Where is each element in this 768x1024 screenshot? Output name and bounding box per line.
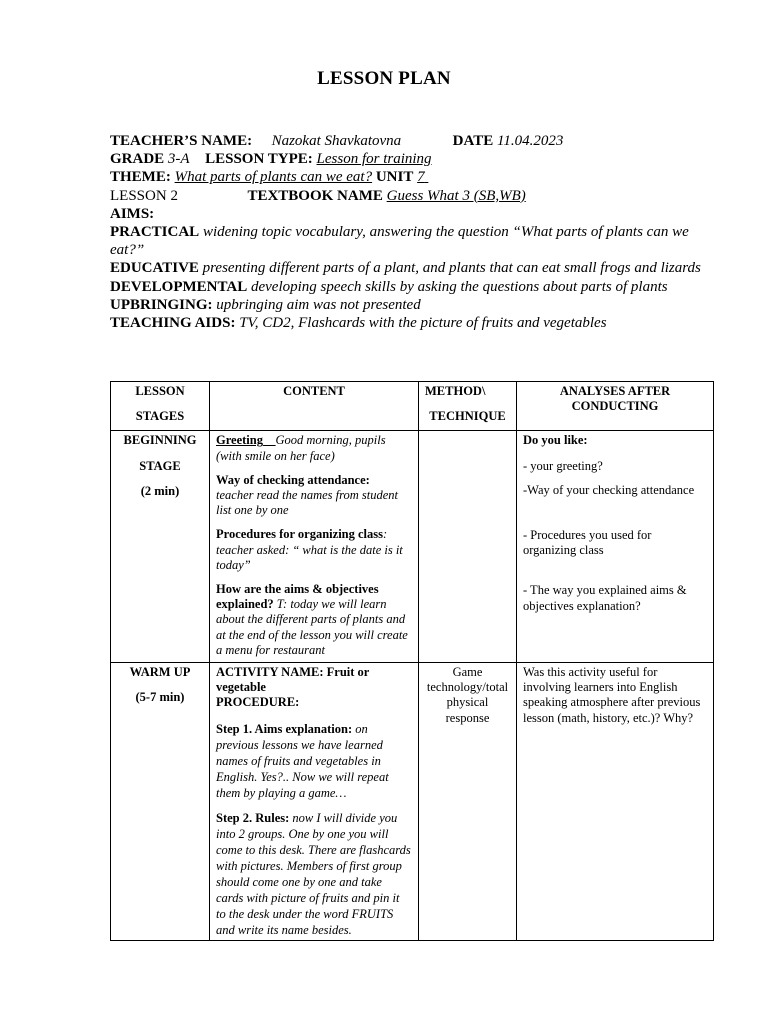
header-stages-line1: LESSON <box>135 384 185 398</box>
header-analyses <box>517 382 714 431</box>
analysis-cell-warmup <box>517 663 714 941</box>
activity-label: ACTIVITY NAME: <box>216 665 324 680</box>
upbringing-label: UPBRINGING: <box>110 296 213 313</box>
step2-label: Step 2. Rules: <box>216 810 290 825</box>
teaching-aids-label: TEACHING AIDS: <box>110 315 236 332</box>
lesson-value: 2 <box>170 187 178 204</box>
analysis-item: - The way you explained aims & objectives explanation? <box>523 583 687 613</box>
practical-label: PRACTICAL <box>110 224 200 241</box>
lesson-header <box>110 132 720 332</box>
header-analyses-label: ANALYSES AFTER CONDUCTING <box>559 384 671 414</box>
attendance-block <box>216 473 412 519</box>
grade-value: 3-A <box>167 151 190 168</box>
analysis-item: -Way of your checking attendance <box>523 482 695 497</box>
grade-label: GRADE <box>110 151 165 168</box>
teacher-row <box>110 132 720 150</box>
step2-block <box>216 810 412 938</box>
analysis-text: Was this activity useful for involving learners into English speaking atmosphere after previous lesson (math, history, etc.)? Why? <box>523 665 701 725</box>
table-row <box>111 663 714 941</box>
aims-label: AIMS: <box>110 205 155 222</box>
aims-row <box>110 205 720 223</box>
activity-block <box>216 665 412 711</box>
aims-question-label: How are the aims & objectives explained? <box>216 582 379 612</box>
greeting-block <box>216 433 412 463</box>
table-row <box>111 431 714 663</box>
theme-value: What parts of plants can we eat? <box>174 169 373 186</box>
greeting-label: Greeting__ <box>216 433 276 448</box>
step1-block <box>216 721 412 801</box>
analysis-cell-beginning <box>517 431 714 663</box>
analysis-title: Do you like: <box>523 433 588 448</box>
analysis-item: - your greeting? <box>523 458 603 473</box>
stage-duration: (2 min) <box>140 483 180 498</box>
document-title: LESSON PLAN <box>317 68 451 89</box>
lesson-plan-table <box>110 381 714 941</box>
stage-cell-beginning <box>111 431 210 663</box>
procedure-label: PROCEDURE: <box>216 695 300 710</box>
theme-label: THEME: <box>110 169 171 186</box>
theme-row <box>110 168 720 186</box>
practical-row <box>110 223 720 259</box>
aims-block <box>216 582 412 658</box>
method-cell-warmup <box>419 663 517 941</box>
greeting-text: Good morning, pupils (with smile on her face) <box>216 433 386 463</box>
header-lesson-stages <box>111 382 210 431</box>
unit-label: UNIT <box>375 169 414 186</box>
header-method <box>419 382 517 431</box>
teacher-label: TEACHER’S NAME: <box>110 133 253 149</box>
header-method-line1: METHOD\ <box>425 384 486 398</box>
developmental-value: developing speech skills by asking the questions about parts of plants <box>250 278 668 295</box>
practical-value: widening topic vocabulary, answering the question “What parts of plants can we eat?” <box>110 224 689 259</box>
textbook-value: Guess What 3 (SB,WB) <box>386 187 526 204</box>
developmental-label: DEVELOPMENTAL <box>110 278 248 295</box>
step1-label: Step 1. Aims explanation: <box>216 721 353 736</box>
teaching-aids-value: TV, CD2, Flashcards with the picture of fruits and vegetables <box>239 315 607 332</box>
upbringing-row <box>110 296 720 314</box>
header-stages-line2: STAGES <box>135 409 185 424</box>
attendance-label: Way of checking attendance: <box>216 472 370 487</box>
stage-name-cont: STAGE <box>139 458 181 473</box>
procedures-colon: : <box>383 527 388 542</box>
table-header-row <box>111 382 714 431</box>
educative-label: EDUCATIVE <box>110 260 199 277</box>
textbook-label: TEXTBOOK NAME <box>247 187 383 204</box>
procedures-block <box>216 527 412 573</box>
header-content-label: CONTENT <box>283 384 345 398</box>
teaching-aids-row <box>110 314 720 332</box>
stage-name: BEGINNING <box>123 433 197 448</box>
attendance-text: teacher read the names from student list one by one <box>216 488 399 518</box>
teacher-name: Nazokat Shavkatovna <box>271 133 402 149</box>
stage-cell-warmup <box>111 663 210 941</box>
aims-question-text: T: today we will learn about the different parts of plants and at the end of the lesson you will create a menu for restaurant <box>216 597 408 657</box>
lesson-type-label: LESSON TYPE: <box>205 151 313 168</box>
educative-value: presenting different parts of a plant, and plants that can eat small frogs and lizards <box>202 260 701 277</box>
analysis-item: - Procedures you used for organizing class <box>523 528 652 558</box>
unit-value: 7 <box>417 169 425 186</box>
procedures-label: Procedures for organizing class <box>216 527 383 542</box>
header-method-line2: TECHNIQUE <box>429 409 506 424</box>
date-value: 11.04.2023 <box>496 133 564 149</box>
step1-text: on previous lessons we have learned names of fruits and vegetables in English. Yes?.. Now we will repeat them by playing a game… <box>216 721 389 800</box>
upbringing-value: upbringing aim was not presented <box>216 296 421 313</box>
stage-duration: (5-7 min) <box>135 690 185 705</box>
step2-text: now I will divide you into 2 groups. One by one you will come to this desk. There are flashcards with pictures. Members of first group should come one by one and take cards with picture of fruits and pin it to the desk under the word FRUITS and write its name besides. <box>216 810 411 937</box>
header-content <box>210 382 419 431</box>
lesson-type-value: Lesson for training <box>316 151 432 168</box>
method-cell-beginning <box>419 431 517 663</box>
grade-row <box>110 150 720 168</box>
activity-value: Fruit or vegetable <box>216 665 370 695</box>
date-label: DATE <box>452 133 494 149</box>
developmental-row <box>110 278 720 296</box>
content-cell-beginning <box>210 431 419 663</box>
lesson-label: LESSON <box>110 187 167 204</box>
method-text: Game technology/total physical response <box>426 665 509 725</box>
stage-name: WARM UP <box>129 665 191 680</box>
content-cell-warmup <box>210 663 419 941</box>
educative-row <box>110 259 720 277</box>
procedures-text: teacher asked: “ what is the date is it today” <box>216 542 403 572</box>
lesson-row <box>110 187 720 205</box>
